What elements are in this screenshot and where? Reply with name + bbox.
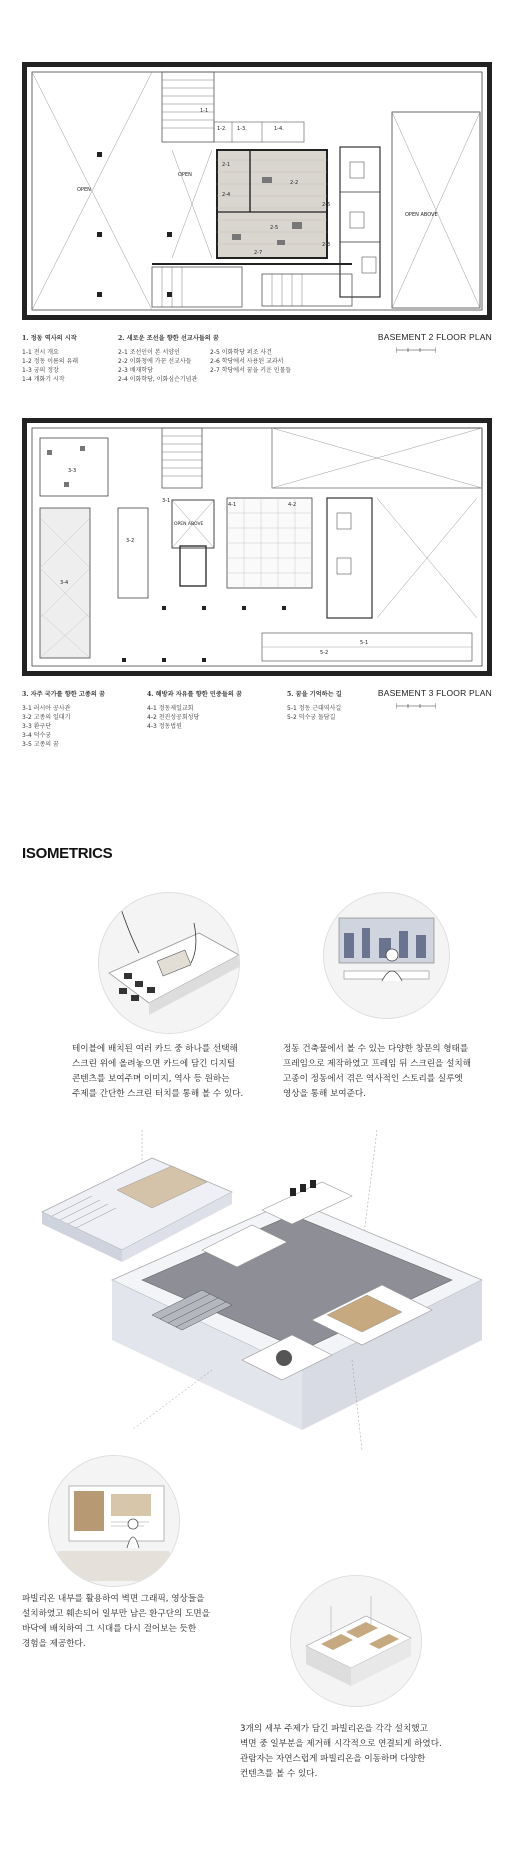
legend-item: 3-3 환구단 <box>22 723 52 730</box>
label-2-7: 2-7 <box>254 250 263 256</box>
legend-item: 1-3 궁의 정장 <box>22 367 59 374</box>
caption-line: 설치하였고 훼손되어 일부만 남은 환구단의 도면을 <box>22 1609 210 1619</box>
legend-item: 3-5 고종의 꿈 <box>22 741 59 748</box>
connected-pavilions-illustration <box>291 1576 421 1706</box>
legend-item: 4-3 정동법원 <box>147 723 182 730</box>
legend-item: 1-2 정동 이름의 유래 <box>22 358 79 365</box>
label-open-left: OPEN <box>77 187 91 193</box>
legend-heading: 3. 자주 국가를 향한 고종의 꿈 <box>22 691 105 698</box>
label-3-1: 3-1 <box>162 498 171 504</box>
label-2-4: 2-4 <box>222 192 231 198</box>
caption-line: 테이블에 배치된 여러 카드 중 하나를 선택해 <box>72 1044 238 1054</box>
b2-plan-title: BASEMENT 2 FLOOR PLAN <box>377 332 492 342</box>
b2-legend-col-3 <box>210 348 291 375</box>
legend-item: 2-7 학당에서 꿈을 키운 인물들 <box>210 367 292 374</box>
label-2-2: 2-2 <box>290 180 299 186</box>
legend-item: 2-1 조선인이 본 서양인 <box>118 349 180 356</box>
detail-circle-pavilion-graphics <box>48 1455 180 1587</box>
b2-plan-drawing <box>22 62 492 320</box>
caption-line: 경험을 제공한다. <box>22 1639 86 1649</box>
caption-line: 벽면 중 일부분을 제거해 시각적으로 연결되게 하였다. <box>240 1739 442 1749</box>
caption-line: 프레임으로 제작하였고 프레임 뒤 스크린을 설치해 <box>283 1059 471 1069</box>
pavilion-graphics-illustration <box>49 1456 179 1586</box>
b3-legend <box>22 690 492 760</box>
label-1-3: 1-3. <box>237 126 247 132</box>
legend-item: 3-1 러시아 공사관 <box>22 705 71 712</box>
legend-item: 2-2 이화청에 가꾼 선교사들 <box>118 358 192 365</box>
card-table-illustration <box>99 893 239 1033</box>
legend-item: 3-2 고종의 일대기 <box>22 714 71 721</box>
caption-line: 바닥에 배치하여 그 시대를 다시 걸어보는 듯한 <box>22 1624 197 1634</box>
caption-silhouette-frames <box>283 1042 503 1102</box>
caption-line: 영상을 통해 보여준다. <box>283 1089 366 1099</box>
label-b3-open-above: OPEN ABOVE <box>174 522 204 527</box>
legend-item: 5-2 덕수궁 돌담길 <box>287 714 336 721</box>
b3-legend-col-1 <box>22 690 105 749</box>
label-open-center: OPEN <box>178 172 192 178</box>
b3-plan-drawing <box>22 418 492 676</box>
label-4-1: 4-1 <box>228 502 237 508</box>
basement-2-floor-plan <box>22 62 492 320</box>
caption-line: 콘텐츠를 보여주며 이미지, 역사 등 원하는 <box>72 1074 230 1084</box>
b2-legend-col-1 <box>22 334 78 384</box>
label-2-3: 2-3 <box>322 242 331 248</box>
legend-item: 2-3 배재학당 <box>118 367 153 374</box>
label-open-above: OPEN ABOVE <box>405 212 438 218</box>
detail-circle-connected-pavilions <box>290 1575 422 1707</box>
caption-line: 주제를 간단한 스크린 터치를 통해 볼 수 있다. <box>72 1089 244 1099</box>
legend-heading: 5. 꿈을 기억하는 길 <box>287 691 342 698</box>
b3-legend-col-3 <box>287 690 342 722</box>
b3-legend-col-2 <box>147 690 242 731</box>
label-3-2: 3-2 <box>126 538 135 544</box>
detail-circle-silhouette-frames <box>323 892 450 1019</box>
b2-legend-col-2 <box>118 334 219 384</box>
label-5-2: 5-2 <box>320 650 329 656</box>
caption-line: 고종이 정동에서 겪은 역사적인 스토리를 실루엣 <box>283 1074 463 1084</box>
caption-line: 정동 건축물에서 볼 수 있는 다양한 창문의 형태를 <box>283 1044 469 1054</box>
b3-plan-title: BASEMENT 3 FLOOR PLAN <box>377 688 492 698</box>
legend-item: 4-2 천진성공회성당 <box>147 714 200 721</box>
scale-bar-icon <box>396 346 436 354</box>
caption-line: 스크린 위에 올려놓으면 카드에 담긴 디지털 <box>72 1059 236 1069</box>
legend-item: 1-4 개화기 시작 <box>22 376 65 383</box>
caption-line: 파빌리온 내부를 활용하여 벽면 그래픽, 영상들을 <box>22 1594 205 1604</box>
label-4-2: 4-2 <box>288 502 297 508</box>
legend-item: 2-6 학당에서 사용된 교과서 <box>210 358 284 365</box>
basement-3-floor-plan <box>22 418 492 676</box>
legend-item: 4-1 정동제일교회 <box>147 705 194 712</box>
legend-heading: 4. 해방과 자유를 향한 민중들의 꿈 <box>147 691 242 698</box>
label-3-4: 3-4 <box>60 580 69 586</box>
label-2-6: 2-6 <box>322 202 331 208</box>
isometrics-title: ISOMETRICS <box>22 845 113 862</box>
caption-line: 컨텐츠를 볼 수 있다. <box>240 1769 318 1779</box>
b2-legend <box>22 334 492 394</box>
legend-item: 2-4 이화학당, 이화심슨기념관 <box>118 376 198 383</box>
silhouette-frame-illustration <box>324 893 449 1018</box>
caption-connected-pavilions <box>240 1722 500 1782</box>
label-3-3: 3-3 <box>68 468 77 474</box>
label-5-1: 5-1 <box>360 640 369 646</box>
caption-card-table <box>72 1042 282 1102</box>
scale-bar-icon <box>396 702 436 710</box>
label-2-1: 2-1 <box>222 162 231 168</box>
legend-item: 1-1 전시 개요 <box>22 349 59 356</box>
legend-heading: 2. 새로운 조선을 향한 선교사들의 꿈 <box>118 335 219 342</box>
detail-circle-card-table <box>98 892 240 1034</box>
caption-line: 관람자는 자연스럽게 파빌리온을 이동하며 다양한 <box>240 1754 426 1764</box>
label-1-1: 1-1 <box>200 108 209 114</box>
legend-heading: 1. 정동 역사의 시작 <box>22 335 77 342</box>
legend-item: 3-4 덕수궁 <box>22 732 52 739</box>
label-1-2: 1-2. <box>217 126 227 132</box>
caption-line: 3개의 세부 주제가 담긴 파빌리온을 각각 설치했고 <box>240 1724 428 1734</box>
legend-item: 2-5 이화학당 퍼조 사건 <box>210 349 272 356</box>
label-1-4: 1-4. <box>274 126 284 132</box>
caption-pavilion-graphics <box>22 1592 272 1652</box>
legend-item: 5-1 정동 근대역사길 <box>287 705 342 712</box>
label-2-5: 2-5 <box>270 225 279 231</box>
